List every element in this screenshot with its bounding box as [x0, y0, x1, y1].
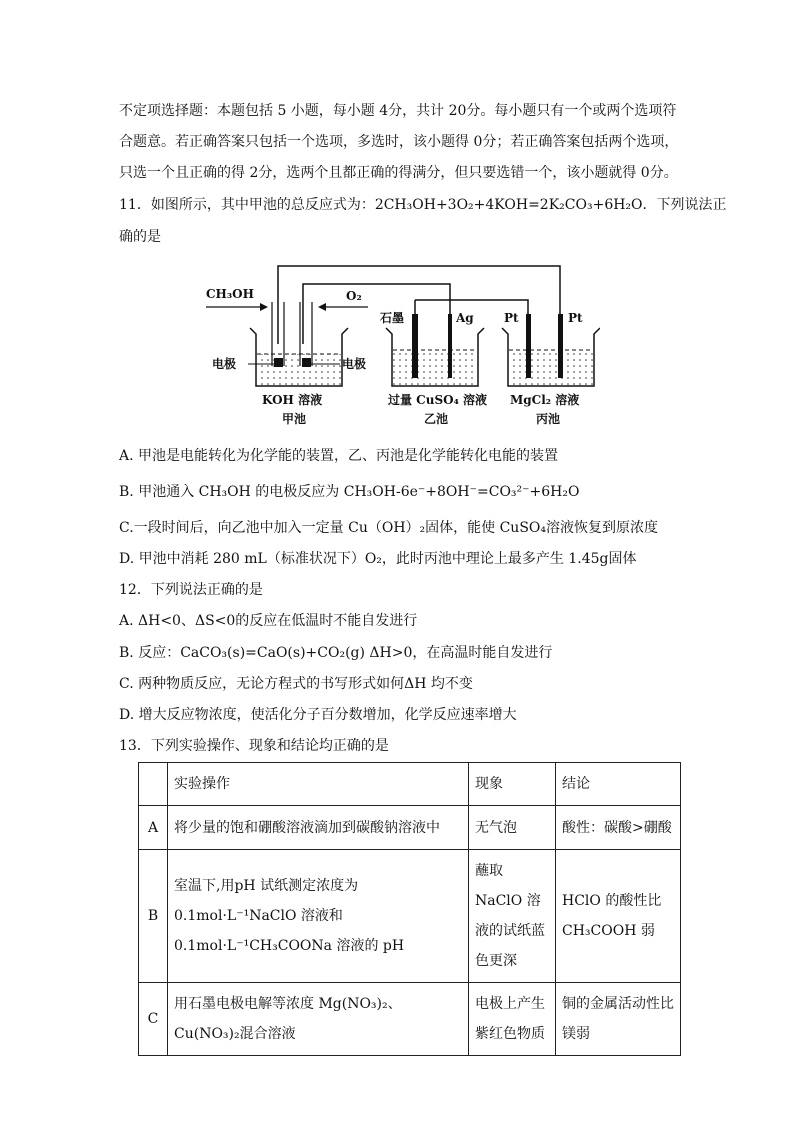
- electrochem-figure: [200, 262, 600, 432]
- q13-stem: 13．下列实验操作、现象和结论均正确的是: [119, 738, 389, 754]
- header-cell: [139, 763, 168, 806]
- table-cell: HClO 的酸性比 CH₃COOH 弱: [556, 850, 681, 983]
- wire-outer: [278, 266, 560, 344]
- label-koh: KOH 溶液: [262, 393, 323, 407]
- q11-stem-line-1: 11．如图所示，其中甲池的总反应式为：2CH₃OH+3O₂+4KOH=2K₂CO₃+6H₂O．下列说法正: [119, 197, 727, 213]
- table-cell: 室温下,用pH 试纸测定浓度为 0.1mol·L⁻¹NaClO 溶液和 0.1mol·L⁻¹CH₃COONa 溶液的 pH: [168, 850, 469, 983]
- q11-option-d: D. 甲池中消耗 280 mL（标准状况下）O₂，此时丙池中理论上最多产生 1.45g固体: [119, 551, 637, 567]
- q12-stem: 12．下列说法正确的是: [119, 582, 263, 598]
- q12-option-d: D. 增大反应物浓度，使活化分子百分数增加，化学反应速率增大: [119, 707, 517, 723]
- label-jia: 甲池: [282, 412, 307, 426]
- label-mgcl2: MgCl₂ 溶液: [510, 393, 580, 407]
- table-cell: 将少量的饱和硼酸溶液滴加到碳酸钠溶液中: [168, 806, 469, 850]
- q12-option-b: B. 反应：CaCO₃(s)=CaO(s)+CO₂(g) ΔH>0，在高温时能自发进行: [119, 645, 553, 661]
- q11-stem-line-2: 确的是: [119, 229, 161, 245]
- header-cell: 现象: [469, 763, 556, 806]
- label-cuso4: 过量 CuSO₄ 溶液: [388, 393, 488, 407]
- table-row: [139, 850, 681, 983]
- q11-option-c: C.一段时间后，向乙池中加入一定量 Cu（OH）₂固体，能使 CuSO₄溶液恢复到原浓度: [119, 520, 658, 536]
- wire-inner: [303, 284, 450, 344]
- label-electrode-left: 电极: [212, 357, 237, 371]
- label-electrode-right: 电极: [342, 357, 367, 371]
- q13-table: [138, 762, 681, 1056]
- header-cell: 结论: [556, 763, 681, 806]
- table-cell: 酸性：碳酸>硼酸: [556, 806, 681, 850]
- table-cell: 用石墨电极电解等浓度 Mg(NO₃)₂、Cu(NO₃)₂混合溶液: [168, 983, 469, 1056]
- label-pt-left: Pt: [504, 311, 519, 325]
- q11-option-a: A. 甲池是电能转化为化学能的装置，乙、丙池是化学能转化电能的装置: [119, 448, 559, 464]
- label-yi: 乙池: [424, 412, 449, 426]
- label-pt-right: Pt: [568, 311, 583, 325]
- instructions-line-3: 只选一个且正确的得 2分，选两个且都正确的得满分，但只要选错一个，该小题就得 0分。: [119, 165, 678, 181]
- label-bing: 丙池: [536, 412, 561, 426]
- table-cell: A: [139, 806, 168, 850]
- q12-option-a: A. ΔH<0、ΔS<0的反应在低温时不能自发进行: [119, 613, 418, 629]
- table-cell: 蘸取 NaClO 溶液的试纸蓝色更深: [469, 850, 556, 983]
- table-cell: 电极上产生紫红色物质: [469, 983, 556, 1056]
- table-cell: 铜的金属活动性比镁弱: [556, 983, 681, 1056]
- header-cell: 实验操作: [168, 763, 469, 806]
- label-ag: Ag: [456, 311, 474, 325]
- table-row: [139, 806, 681, 850]
- label-graphite: 石墨: [380, 311, 405, 325]
- instructions-line-2: 合题意。若正确答案只包括一个选项，多选时，该小题得 0分；若正确答案包括两个选项，: [119, 134, 679, 150]
- table-header-row: [139, 763, 681, 806]
- instructions-line-1: 不定项选择题：本题包括 5 小题，每小题 4分，共计 20分。每小题只有一个或两个选项符: [119, 103, 677, 119]
- beaker-jia: [248, 302, 348, 386]
- electrochem-diagram: [200, 262, 600, 432]
- q12-option-c: C. 两种物质反应，无论方程式的书写形式如何ΔH 均不变: [119, 676, 473, 692]
- q11-option-b: B. 甲池通入 CH₃OH 的电极反应为 CH₃OH-6e⁻+8OH⁻=CO₃²⁻+6H₂O: [119, 484, 580, 500]
- table-cell: B: [139, 850, 168, 983]
- label-o2: O₂: [346, 289, 362, 303]
- table-row: [139, 983, 681, 1056]
- table-cell: 无气泡: [469, 806, 556, 850]
- label-ch3oh: CH₃OH: [206, 287, 254, 301]
- table-cell: C: [139, 983, 168, 1056]
